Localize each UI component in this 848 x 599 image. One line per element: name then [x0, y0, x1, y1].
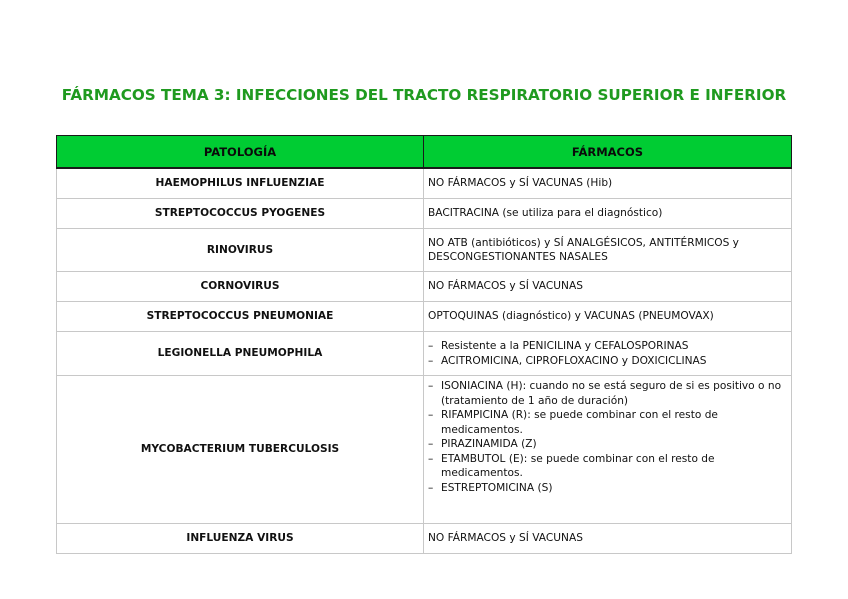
drugs-cell: NO FÁRMACOS y SÍ VACUNAS	[424, 272, 792, 302]
table-row	[57, 272, 792, 302]
drug-table	[56, 135, 792, 554]
drugs-cell: NO FÁRMACOS y SÍ VACUNAS	[424, 524, 792, 554]
drugs-cell	[424, 376, 792, 524]
pathology-cell: HAEMOPHILUS INFLUENZIAE	[57, 168, 424, 199]
drug-list-item: – RIFAMPICINA (R): se puede combinar con el resto de medicamentos.	[428, 408, 785, 437]
pathology-cell: MYCOBACTERIUM TUBERCULOSIS	[57, 376, 424, 524]
header-pathology: PATOLOGÍA	[57, 136, 424, 169]
drug-list-item: – ESTREPTOMICINA (S)	[428, 481, 785, 496]
drugs-cell: BACITRACINA (se utiliza para el diagnóstico)	[424, 199, 792, 229]
drug-list-item: – ISONIACINA (H): cuando no se está seguro de si es positivo o no (tratamiento de 1 año de duración)	[428, 379, 785, 408]
drugs-cell: NO ATB (antibióticos) y SÍ ANALGÉSICOS, ANTITÉRMICOS y DESCONGESTIONANTES NASALES	[424, 229, 792, 272]
pathology-cell: RINOVIRUS	[57, 229, 424, 272]
table-row	[57, 332, 792, 376]
drug-list	[428, 379, 785, 495]
table-header-row	[57, 136, 792, 169]
drug-list-item: – ACITROMICINA, CIPROFLOXACINO y DOXICICLINAS	[428, 354, 785, 369]
drug-list-item: – PIRAZINAMIDA (Z)	[428, 437, 785, 452]
table-row	[57, 229, 792, 272]
drugs-cell	[424, 332, 792, 376]
drug-list-item: – ETAMBUTOL (E): se puede combinar con el resto de medicamentos.	[428, 452, 785, 481]
table-row	[57, 199, 792, 229]
header-drugs: FÁRMACOS	[424, 136, 792, 169]
drug-list-item: – Resistente a la PENICILINA y CEFALOSPORINAS	[428, 339, 785, 354]
pathology-cell: LEGIONELLA PNEUMOPHILA	[57, 332, 424, 376]
document-title: FÁRMACOS TEMA 3: INFECCIONES DEL TRACTO RESPIRATORIO SUPERIOR E INFERIOR	[61, 86, 787, 104]
table-row	[57, 376, 792, 524]
table-row	[57, 168, 792, 199]
table-row	[57, 524, 792, 554]
table-row	[57, 302, 792, 332]
drug-list	[428, 339, 785, 368]
pathology-cell: CORNOVIRUS	[57, 272, 424, 302]
pathology-cell: STREPTOCOCCUS PNEUMONIAE	[57, 302, 424, 332]
drugs-cell: NO FÁRMACOS y SÍ VACUNAS (Hib)	[424, 168, 792, 199]
pathology-cell: STREPTOCOCCUS PYOGENES	[57, 199, 424, 229]
pathology-cell: INFLUENZA VIRUS	[57, 524, 424, 554]
drugs-cell: OPTOQUINAS (diagnóstico) y VACUNAS (PNEUMOVAX)	[424, 302, 792, 332]
